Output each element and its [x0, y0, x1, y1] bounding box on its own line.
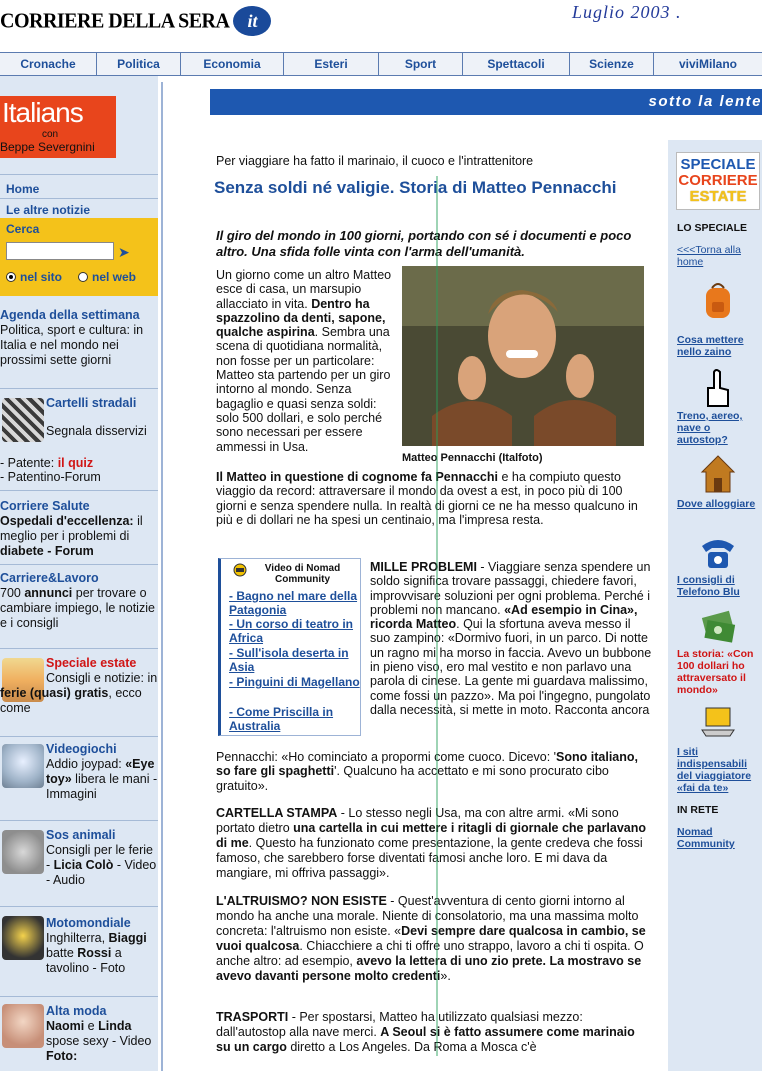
laptop-icon[interactable] — [698, 700, 738, 744]
section-trasporti — [216, 1010, 652, 1055]
moto-text2: batte — [46, 946, 78, 960]
estate-block[interactable] — [46, 656, 158, 671]
p2-a: Il Matteo in questione di cognome fa Pennacchi — [216, 470, 498, 484]
siti-link[interactable]: I siti indispensabili del viaggiatore «fai da te» — [677, 746, 752, 794]
carriere-annunci: annunci — [24, 586, 73, 600]
moto-title: Motomondiale — [46, 916, 131, 930]
section-cartella-stampa — [216, 806, 652, 881]
s1-b: «Ad esempio in Cina», ricorda Matteo — [370, 602, 638, 632]
money-icon[interactable] — [698, 604, 738, 648]
video-box-title: Video di Nomad Community — [264, 563, 341, 585]
salute-block[interactable] — [0, 499, 158, 559]
moda-e: e — [84, 1019, 99, 1033]
p1-a: Un giorno come un altro Matteo esce di casa, un marsupio allacciato in vita. — [216, 268, 392, 311]
p1-c: . Sembra una scena di quotidiana normalità, non fosse per un particolare: Matteo sta partendo per un giro intorno al mondo. Senza bagaglio e quasi senza soldi: solo 500 dollari, e solo perché sono necessari per essere ammessi in Usa. — [216, 325, 391, 454]
radio-nel-web[interactable] — [78, 270, 136, 284]
corriere-logo[interactable] — [0, 6, 271, 36]
moto-text1: Inghilterra, — [46, 931, 109, 945]
telefono-blu-link[interactable]: I consigli di Telefono Blu — [677, 574, 740, 598]
animals-thumbnail[interactable] — [2, 830, 44, 874]
lo-speciale-label: LO SPECIALE — [677, 222, 748, 234]
agenda-text: Politica, sport e cultura: in Italia e nel mondo nei prossimi sette giorni — [0, 323, 144, 367]
house-icon[interactable] — [698, 452, 738, 496]
moda-foto: Foto: — [46, 1049, 78, 1063]
moda-linda: Linda — [98, 1019, 132, 1033]
patentino-forum-link[interactable]: - Patentino-Forum — [0, 470, 101, 484]
right-sidebar — [668, 140, 762, 1071]
animali-block[interactable] — [46, 828, 158, 888]
logo-text: CORRIERE DELLA SERA — [0, 8, 230, 33]
radio-dot-icon — [78, 272, 88, 282]
videogiochi-text1: Addio joypad: — [46, 757, 126, 771]
zaino-link[interactable]: Cosa mettere nello zaino — [677, 334, 744, 358]
handwritten-date-note: Luglio 2003 . — [572, 2, 682, 22]
videogiochi-eye: «Eye toy» — [46, 757, 155, 786]
masthead — [0, 0, 762, 52]
cartelli-text: Segnala disservizi — [46, 424, 147, 438]
sotto-la-lente-banner: sotto la lente — [210, 89, 762, 115]
cartelli-title: Cartelli stradali — [46, 396, 137, 410]
moda-naomi: Naomi — [46, 1019, 85, 1033]
s2-head: CARTELLA STAMPA — [216, 806, 338, 820]
moto-biaggi: Biaggi — [108, 931, 147, 945]
p2-b: e ha compiuto questo viaggio da record: attraversare il mondo da ovest a est, in poco più di 100 giorni e senza spendere nulla. In realtà di giorni ce ne ha messo qualcuno in più e di dollari ne ha spesi un centinaio, ma l'impresa resta. — [216, 470, 638, 527]
s2-b: una cartella in cui mettere i ritagli di giornale che parlavano di me — [216, 821, 647, 850]
s2-c: . Questo ha funzionato come presentazione, la gente credeva che fossi famoso, che sarebbero forse diventati famosi anche loro. E mi dava da mangiare, mi offriva passaggi». — [216, 836, 643, 880]
italians-banner[interactable] — [0, 96, 116, 158]
section-nav — [0, 52, 762, 76]
article-paragraph-2 — [216, 470, 648, 527]
video-link-australia[interactable]: - Come Priscilla in Australia — [229, 705, 334, 733]
scan-artifact-line — [436, 176, 438, 1056]
left-sidebar — [0, 76, 158, 1071]
backpack-icon[interactable] — [698, 280, 738, 324]
torna-home-link[interactable]: <<<Torna alla home — [677, 244, 741, 268]
motorbike-thumbnail[interactable] — [2, 916, 44, 960]
videogiochi-block[interactable] — [46, 742, 158, 802]
s3-d: avevo la lettera di uno zio prete. La mostravo se avevo davanti persone molto credenti — [216, 954, 642, 983]
nomad-video-box — [218, 558, 361, 736]
nav-economia[interactable]: Economia — [181, 53, 284, 75]
home-link[interactable]: Home — [6, 182, 40, 196]
s4-b: A Seoul si è fatto assumere come marinaio su un cargo — [216, 1025, 635, 1054]
animali-title: Sos animali — [46, 828, 116, 842]
search-box — [0, 218, 158, 296]
treno-link[interactable]: Treno, aereo, nave o autostop? — [677, 410, 743, 446]
videogiochi-title: Videogiochi — [46, 742, 117, 756]
road-signs-thumbnail[interactable] — [2, 398, 44, 442]
salute-bold: Ospedali d'eccellenza: — [0, 514, 134, 528]
search-go-icon[interactable]: ➤ — [118, 244, 130, 260]
nomad-community-link[interactable]: Nomad Community — [677, 826, 735, 850]
video-link-africa[interactable]: - Un corso di teatro in Africa — [229, 617, 354, 645]
agenda-title: Agenda della settimana — [0, 308, 140, 322]
s1-a: - Viaggiare senza spendere un soldo significa trovare passaggi, chiedere favori, improvvisare soluzioni per ogni problema. Perché i problemi non mancano. — [370, 560, 651, 617]
speciale-line2: CORRIERE — [678, 172, 758, 189]
search-input[interactable] — [6, 242, 114, 260]
s4-a: - Per spostarsi, Matteo ha utilizzato qualsiasi mezzo: dall'autostop alla nave merci. — [216, 1010, 583, 1039]
animali-colo: Licia Colò — [53, 858, 114, 872]
in-rete-label: IN RETE — [677, 804, 719, 816]
nav-sport[interactable]: Sport — [379, 53, 463, 75]
s1-head: MILLE PROBLEMI — [370, 560, 477, 574]
article-kicker: Per viaggiare ha fatto il marinaio, il cuoco e l'intrattenitore — [216, 154, 534, 168]
estate-text1: Consigli e notizie: in — [46, 671, 158, 685]
nav-scienze[interactable]: Scienze — [570, 53, 654, 75]
salute-title: Corriere Salute — [0, 499, 90, 513]
videogame-thumbnail[interactable] — [2, 744, 44, 788]
patente-label: - Patente: — [0, 456, 58, 470]
salute-text: il meglio per i problemi di — [0, 514, 143, 543]
italians-con: con — [42, 129, 59, 140]
carriere-block[interactable] — [0, 571, 158, 631]
s4-c: diretto a Los Angeles. Da Roma a Mosca c'è — [286, 1040, 537, 1054]
logo-it-badge: it — [233, 6, 271, 36]
telephone-icon[interactable] — [698, 532, 738, 576]
estate-text2: , ecco come — [0, 686, 142, 715]
altre-notizie-link[interactable]: Le altre notizie — [6, 203, 91, 217]
s2-a: - Lo stesso negli Usa, ma con altre armi. «Mi sono portato dietro — [216, 806, 619, 835]
video-link-patagonia[interactable]: - Bagno nel mare della Patagonia — [229, 589, 358, 617]
estate-ferie: ferie (quasi) gratis — [0, 686, 109, 700]
nav-politica[interactable]: Politica — [97, 53, 181, 75]
animali-text1: Consigli per le ferie - — [46, 843, 153, 872]
radio-web-label: nel web — [92, 270, 137, 284]
videogiochi-text2: libera le mani - Immagini — [46, 772, 158, 801]
s3-a: - Quest'avventura di cento giorni intorno al mondo ha anche una morale. Niente di consolatorio, ma una massima molto concreta: l'altruismo non esiste. « — [216, 894, 639, 938]
s1-e: '. Qualcuno ha accettato e mi sono procurato cibo gratuito». — [216, 764, 609, 793]
speciale-line3: ESTATE — [689, 188, 747, 205]
italians-title: Italians — [2, 97, 83, 128]
p1-b: Dentro ha spazzolino da denti, sapone, qualche aspirina — [216, 296, 386, 340]
italians-author: Beppe Severgnini — [0, 140, 95, 154]
moto-block[interactable] — [46, 916, 158, 976]
s1-c-tail: Pennacchi: «Ho cominciato a propormi come cuoco. Dicevo: ' — [216, 750, 557, 764]
s3-head: L'ALTRUISMO? NON ESISTE — [216, 894, 387, 908]
video-link-asia[interactable]: - Sull'isola deserta in Asia — [229, 646, 349, 674]
s3-b: Devi sempre dare qualcosa in cambio, se vuoi qualcosa — [216, 924, 646, 953]
search-label: Cerca — [6, 222, 40, 236]
agenda-block[interactable] — [0, 308, 158, 368]
diabete-link: diabete — [0, 544, 44, 558]
s1-c-visible: . Qui la sfortuna aveva messo il suo zampino: «Dormivo fuori, in un parco. Di notte un ragno mi ha morso in faccia. Avevo un bubbone in pieno viso, ero mal vestito e non parlavo una parola di cinese. La gente mi guardava malissimo, come fossi un pazzo». Ma poi l'ingegno, pungolato dalla necessità, si mette in moto. Racconta ancora — [370, 617, 652, 717]
nav-vivimilano[interactable]: viviMilano — [678, 57, 737, 71]
fashion-thumbnail[interactable] — [2, 1004, 44, 1048]
quiz-link[interactable]: il quiz — [57, 456, 94, 470]
s3-e: ». — [440, 969, 451, 983]
s1-d: Sono italiano, so fare gli spaghetti — [216, 750, 638, 779]
moto-text3: a tavolino - Foto — [46, 946, 126, 975]
dove-alloggiare-link[interactable]: Dove alloggiare — [677, 498, 756, 510]
salute-forum-link: - Forum — [43, 544, 94, 558]
carriere-title: Carriere&Lavoro — [0, 571, 99, 585]
speciale-estate-logo[interactable] — [676, 152, 760, 210]
nav-spettacoli[interactable]: Spettacoli — [463, 53, 570, 75]
photo-caption: Matteo Pennacchi (Italfoto) — [402, 452, 543, 464]
cartelli-block[interactable] — [46, 396, 158, 439]
article-headline: Senza soldi né valigie. Storia di Matteo Pennacchi — [214, 178, 617, 197]
moda-block[interactable] — [46, 1004, 158, 1064]
moda-title: Alta moda — [46, 1004, 107, 1018]
estate-title: Speciale estate — [46, 656, 137, 670]
video-link-magellano[interactable]: - Pinguini di Magellano — [229, 675, 360, 689]
radio-sito-label: nel sito — [20, 270, 63, 284]
radio-dot-selected-icon — [6, 272, 16, 282]
article-paragraph-1 — [216, 268, 402, 454]
speciale-line1: SPECIALE — [680, 156, 756, 173]
section-mille-problemi-continued — [216, 750, 652, 793]
carriere-number: 700 — [0, 586, 25, 600]
column-divider — [161, 82, 163, 1071]
matteo-pennacchi-photo — [402, 266, 644, 446]
article-lead: Il giro del mondo in 100 giorni, portando con sé i documenti e poco altro. Una sfida folle vinta con l'arma dell'umanità. — [216, 228, 632, 259]
hitchhike-thumb-icon[interactable] — [698, 366, 738, 410]
section-altruismo — [216, 894, 652, 984]
s4-head: TRASPORTI — [216, 1010, 289, 1024]
storia-link[interactable]: La storia: «Con 100 dollari ho attraversato il mondo» — [677, 648, 754, 696]
nav-cronache[interactable]: Cronache — [0, 53, 97, 75]
nav-esteri[interactable]: Esteri — [284, 53, 379, 75]
animali-text2: - Video - Audio — [46, 858, 157, 887]
moda-text: spose sexy - Video — [46, 1034, 152, 1048]
section-mille-problemi — [370, 560, 652, 717]
carriere-text: per trovare o cambiare impiego, le notizie e i consigli — [0, 586, 155, 630]
s3-c: . Chiacchiere a chi ti offre uno strappo, lavoro a chi ti ospita. O anche altro: ad esempio, — [216, 939, 644, 968]
radio-nel-sito[interactable] — [6, 270, 62, 284]
moto-rossi: Rossi — [77, 946, 112, 960]
